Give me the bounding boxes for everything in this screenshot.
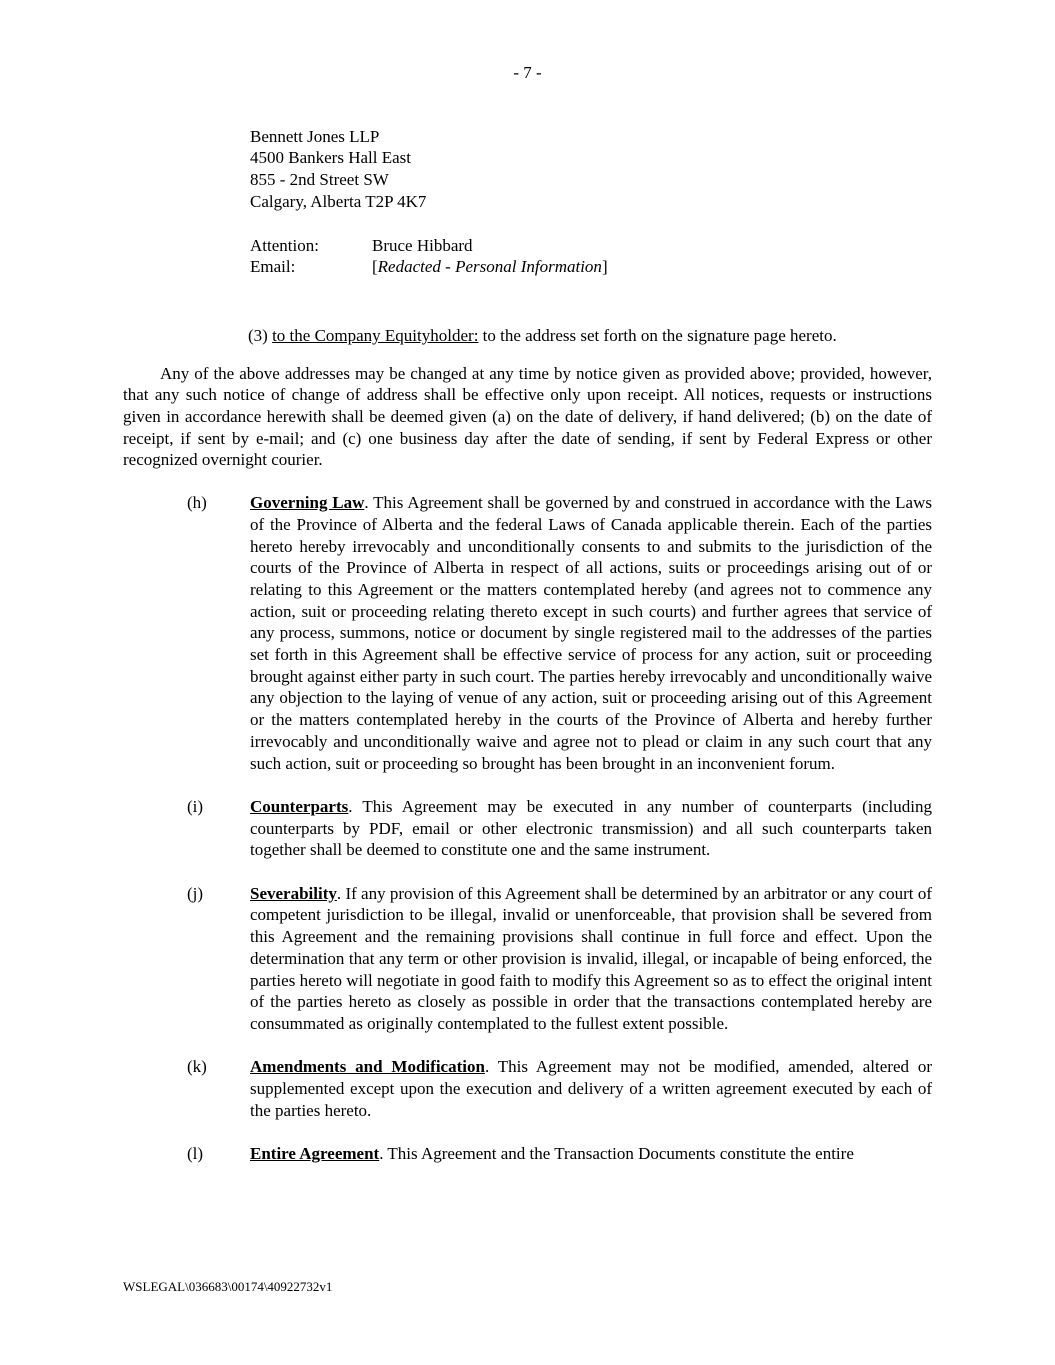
notice-underlined-phrase: to the Company Equityholder: <box>272 325 479 345</box>
clause-heading: Counterparts <box>250 796 349 816</box>
clause-list <box>123 492 932 1165</box>
email-bracket-close: ] <box>601 257 608 277</box>
notices-paragraph: Any of the above addresses may be changed at any time by notice given as provided above; provided, however, that any such notice of change of address shall be effective only upon receipt. All notices, requests or instructions given in accordance herewith shall be deemed given (a) on the date of delivery, if hand delivered; (b) on the date of receipt, if sent by e-mail; and (c) one business day after the date of sending, if sent by Federal Express or other recognized overnight courier. <box>123 363 932 470</box>
clause-text <box>250 1143 932 1165</box>
clause-label: (k) <box>187 1057 207 1077</box>
contact-block <box>250 235 932 278</box>
address-line: 855 - 2nd Street SW <box>250 170 389 190</box>
clause-label: (i) <box>187 796 204 816</box>
clause-separator: . <box>364 493 374 513</box>
clause-text <box>250 796 932 861</box>
notice-rest: to the address set forth on the signature page hereto. <box>478 325 837 345</box>
clause-body-text: If any provision of this Agreement shall be determined by an arbitrator or any court of competent jurisdiction to be illegal, invalid or unenforceable, that provision shall be severed from this Agreement and the remaining provisions shall continue in full force and effect. Upon the determination that any term or other provision is invalid, illegal, or incapable of being enforced, the parties hereto will negotiate in good faith to modify this Agreement so as to effect the original intent of the parties hereto as closely as possible in order that the transactions contemplated hereby are consummated as originally contemplated to the fullest extent possible. <box>250 883 932 1033</box>
clause-text <box>250 492 932 774</box>
attention-label: Attention: <box>250 235 319 255</box>
notice-item <box>248 325 932 347</box>
address-block <box>250 126 932 213</box>
clause-text <box>250 883 932 1035</box>
attention-value: Bruce Hibbard <box>372 235 473 255</box>
clause-heading: Entire Agreement <box>250 1144 380 1164</box>
email-row <box>250 256 932 278</box>
email-label: Email: <box>250 257 296 277</box>
attention-row <box>250 235 932 257</box>
notice-marker: (3) <box>248 325 273 345</box>
address-line: Bennett Jones LLP <box>250 126 380 146</box>
clause-heading: Amendments and Modification <box>250 1057 485 1077</box>
document-reference-footer: WSLEGAL\036683\00174\40922732v1 <box>123 1279 333 1294</box>
clause-entire-agreement <box>123 1143 932 1165</box>
clause-separator: . <box>379 1144 388 1164</box>
clause-label: (j) <box>187 883 204 903</box>
clause-label: (h) <box>187 493 207 513</box>
clause-separator: . <box>336 883 346 903</box>
clause-heading: Severability <box>250 883 337 903</box>
email-bracket-open: [ <box>372 257 378 277</box>
clause-separator: . <box>484 1057 498 1077</box>
address-line: 4500 Bankers Hall East <box>250 148 411 168</box>
clause-counterparts <box>123 796 932 861</box>
clause-text <box>250 1056 932 1121</box>
clause-label: (l) <box>187 1144 204 1164</box>
address-line: Calgary, Alberta T2P 4K7 <box>250 191 427 211</box>
clause-separator: . <box>348 796 363 816</box>
clause-body-text: This Agreement may be executed in any number of counterparts (including counterparts by PDF, email or other electronic transmission) and all such counterparts taken together shall be deemed to constitute one and the same instrument. <box>250 796 932 860</box>
clause-governing-law <box>123 492 932 774</box>
email-value <box>372 257 608 276</box>
email-redacted-text: Redacted - Personal Information <box>377 257 602 277</box>
clause-body-text: This Agreement shall be governed by and construed in accordance with the Laws of the Province of Alberta and the federal Laws of Canada applicable therein. Each of the parties hereto hereby irrevocably and unconditionally consents to and submits to the jurisdiction of the courts of the Province of Alberta in respect of all actions, suits or proceedings arising out of or relating to this Agreement or the matters contemplated hereby (and agrees not to commence any action, suit or proceeding relating thereto except in such courts) and further agrees that service of any process, summons, notice or document by single registered mail to the addresses of the parties set forth in this Agreement shall be effective service of process for any action, suit or proceeding brought against either party in such court. The parties hereby irrevocably and unconditionally waive any objection to the laying of venue of any action, suit or proceeding arising out of this Agreement or the matters contemplated hereby in the courts of the Province of Alberta and hereby further irrevocably and unconditionally waive and agree not to plead or claim in any such court that any such action, suit or proceeding so brought has been brought in an inconvenient forum. <box>250 493 932 773</box>
clause-severability <box>123 883 932 1035</box>
clause-amendments <box>123 1056 932 1121</box>
page-number: - 7 - <box>513 63 542 82</box>
clause-body-text: This Agreement may not be modified, amended, altered or supplemented except upon the execution and delivery of a written agreement executed by each of the parties hereto. <box>250 1057 933 1120</box>
clause-body-text: This Agreement and the Transaction Documents constitute the entire <box>387 1144 854 1164</box>
clause-heading: Governing Law <box>250 493 365 513</box>
